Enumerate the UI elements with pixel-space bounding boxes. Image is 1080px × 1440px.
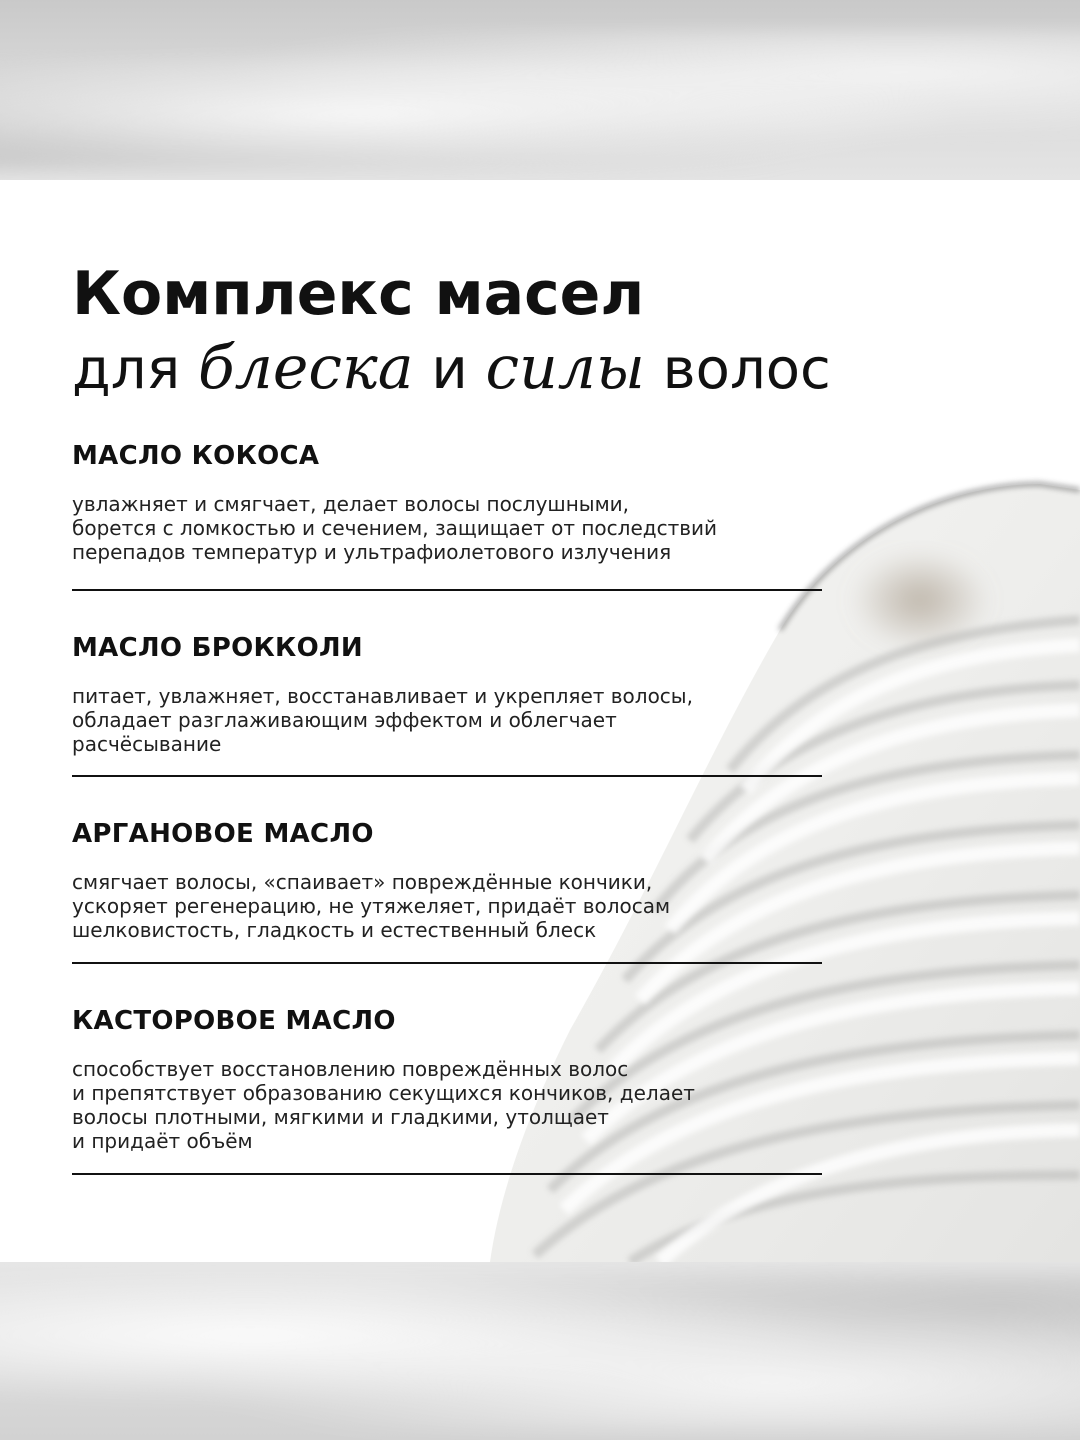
oil-name: КАСТОРОВОЕ МАСЛО [72,1006,396,1036]
oil-section-castor [72,1005,822,1153]
oil-description: увлажняет и смягчает, делает волосы послушными, борется с ломкостью и сечением, защищает от последствий перепадов температур и ультрафиолетового излучения [72,492,717,564]
oil-description: смягчает волосы, «спаивает» повреждённые кончики, ускоряет регенерацию, не утяжеляет, придаёт волосам шелковистость, гладкость и естественный блеск [72,870,671,942]
oil-description: способствует восстановлению повреждённых волос и препятствует образованию секущихся кончиков, делает волосы плотными, мягкими и гладкими, утолщает и придаёт объём [72,1057,695,1153]
oil-name: АРГАНОВОЕ МАСЛО [72,819,374,849]
oil-name: МАСЛО БРОККОЛИ [72,633,363,663]
subtitle-accent-shine: блеска [198,333,414,403]
subtitle-part-2: и [413,337,486,402]
oil-section-coconut [72,440,822,564]
section-divider [72,962,822,964]
oil-name: МАСЛО КОКОСА [72,441,320,471]
oil-section-broccoli [72,632,822,756]
section-divider [72,589,822,591]
page-title: Комплекс масел [72,259,645,329]
page-subtitle [72,333,831,405]
subtitle-part-1: для [72,337,198,402]
oil-description: питает, увлажняет, восстанавливает и укрепляет волосы, обладает разглаживающим эффектом и облегчает расчёсывание [72,684,693,756]
oil-section-argan [72,818,822,942]
section-divider [72,1173,822,1175]
subtitle-part-3: волос [644,337,831,402]
section-divider [72,775,822,777]
subtitle-accent-strength: силы [485,333,645,403]
